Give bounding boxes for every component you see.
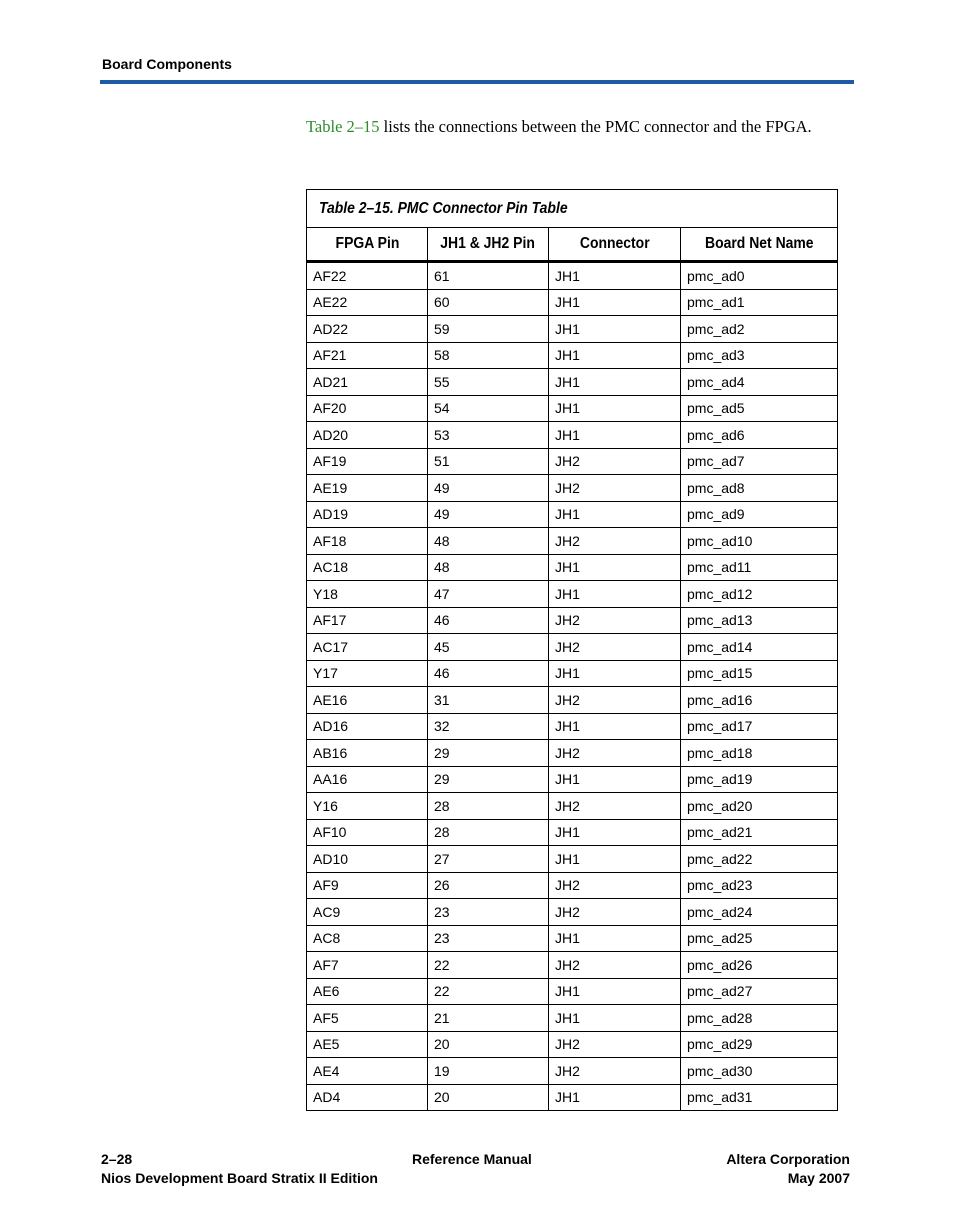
column-header-connector: Connector	[549, 228, 681, 262]
cell-fpga-pin: AF19	[307, 448, 428, 475]
cell-jh-pin: 49	[428, 501, 549, 528]
cell-jh-pin: 45	[428, 634, 549, 661]
table-row	[307, 1058, 838, 1085]
cell-jh-pin: 59	[428, 316, 549, 343]
cell-connector: JH2	[549, 899, 681, 926]
table-row	[307, 475, 838, 502]
table-row	[307, 395, 838, 422]
cell-board-net-name: pmc_ad26	[681, 952, 838, 979]
cell-jh-pin: 19	[428, 1058, 549, 1085]
cell-jh-pin: 27	[428, 846, 549, 873]
cell-connector: JH2	[549, 1058, 681, 1085]
table-row	[307, 1084, 838, 1111]
cell-connector: JH1	[549, 554, 681, 581]
cell-board-net-name: pmc_ad23	[681, 872, 838, 899]
cell-connector: JH2	[549, 475, 681, 502]
cell-fpga-pin: AE16	[307, 687, 428, 714]
cell-fpga-pin: AF21	[307, 342, 428, 369]
cell-connector: JH2	[549, 872, 681, 899]
pmc-connector-pin-table	[306, 189, 838, 1111]
cell-jh-pin: 58	[428, 342, 549, 369]
cell-jh-pin: 28	[428, 819, 549, 846]
intro-text: lists the connections between the PMC connector and the FPGA.	[379, 117, 812, 136]
cell-connector: JH1	[549, 422, 681, 449]
running-header-title: Board Components	[102, 56, 232, 72]
cell-board-net-name: pmc_ad14	[681, 634, 838, 661]
table-row	[307, 262, 838, 290]
cell-jh-pin: 32	[428, 713, 549, 740]
cell-connector: JH1	[549, 819, 681, 846]
cell-board-net-name: pmc_ad29	[681, 1031, 838, 1058]
cell-fpga-pin: AD20	[307, 422, 428, 449]
table-row	[307, 634, 838, 661]
table-row	[307, 952, 838, 979]
cell-fpga-pin: Y16	[307, 793, 428, 820]
cell-fpga-pin: AD19	[307, 501, 428, 528]
table-row	[307, 899, 838, 926]
cell-board-net-name: pmc_ad18	[681, 740, 838, 767]
cell-jh-pin: 61	[428, 262, 549, 290]
cell-connector: JH1	[549, 369, 681, 396]
table-row	[307, 289, 838, 316]
cell-board-net-name: pmc_ad7	[681, 448, 838, 475]
cell-fpga-pin: AF18	[307, 528, 428, 555]
column-header-jh-pin: JH1 & JH2 Pin	[428, 228, 549, 262]
table-header-row	[307, 228, 838, 262]
cell-connector: JH1	[549, 846, 681, 873]
cell-board-net-name: pmc_ad24	[681, 899, 838, 926]
cell-jh-pin: 22	[428, 978, 549, 1005]
cell-fpga-pin: AA16	[307, 766, 428, 793]
table-row	[307, 872, 838, 899]
table-body	[307, 262, 838, 1111]
table-row	[307, 925, 838, 952]
cell-board-net-name: pmc_ad17	[681, 713, 838, 740]
cell-connector: JH2	[549, 1031, 681, 1058]
cell-fpga-pin: AC17	[307, 634, 428, 661]
cell-connector: JH1	[549, 713, 681, 740]
cell-connector: JH1	[549, 1005, 681, 1032]
table-row	[307, 607, 838, 634]
cell-fpga-pin: AF5	[307, 1005, 428, 1032]
table-row	[307, 713, 838, 740]
cell-board-net-name: pmc_ad19	[681, 766, 838, 793]
cell-jh-pin: 49	[428, 475, 549, 502]
cell-board-net-name: pmc_ad0	[681, 262, 838, 290]
table-caption-text: Table 2–15. PMC Connector Pin Table	[319, 199, 568, 217]
cell-board-net-name: pmc_ad11	[681, 554, 838, 581]
cell-fpga-pin: AE19	[307, 475, 428, 502]
cell-connector: JH2	[549, 634, 681, 661]
cell-fpga-pin: Y17	[307, 660, 428, 687]
cell-board-net-name: pmc_ad8	[681, 475, 838, 502]
cell-fpga-pin: AD4	[307, 1084, 428, 1111]
table-row	[307, 819, 838, 846]
cell-jh-pin: 53	[428, 422, 549, 449]
cell-jh-pin: 60	[428, 289, 549, 316]
cell-jh-pin: 23	[428, 925, 549, 952]
cell-jh-pin: 55	[428, 369, 549, 396]
cell-jh-pin: 48	[428, 528, 549, 555]
cell-jh-pin: 51	[428, 448, 549, 475]
cell-board-net-name: pmc_ad28	[681, 1005, 838, 1032]
cell-connector: JH2	[549, 528, 681, 555]
cell-board-net-name: pmc_ad25	[681, 925, 838, 952]
cell-connector: JH2	[549, 448, 681, 475]
cell-board-net-name: pmc_ad3	[681, 342, 838, 369]
footer-company: Altera Corporation	[726, 1151, 850, 1167]
cell-board-net-name: pmc_ad2	[681, 316, 838, 343]
column-header-board-net-name: Board Net Name	[681, 228, 838, 262]
table-row	[307, 766, 838, 793]
footer-date: May 2007	[787, 1170, 850, 1186]
cell-fpga-pin: AF22	[307, 262, 428, 290]
cell-jh-pin: 54	[428, 395, 549, 422]
cell-board-net-name: pmc_ad5	[681, 395, 838, 422]
cell-board-net-name: pmc_ad31	[681, 1084, 838, 1111]
cell-fpga-pin: AE22	[307, 289, 428, 316]
cell-jh-pin: 26	[428, 872, 549, 899]
cell-fpga-pin: AD10	[307, 846, 428, 873]
cell-board-net-name: pmc_ad15	[681, 660, 838, 687]
cell-fpga-pin: AF20	[307, 395, 428, 422]
cell-connector: JH1	[549, 316, 681, 343]
intro-paragraph	[306, 116, 836, 138]
table-row	[307, 316, 838, 343]
cell-connector: JH1	[549, 978, 681, 1005]
cell-fpga-pin: AF10	[307, 819, 428, 846]
footer-book-title: Nios Development Board Stratix II Edition	[101, 1170, 378, 1186]
table-row	[307, 846, 838, 873]
cell-board-net-name: pmc_ad12	[681, 581, 838, 608]
table-row	[307, 660, 838, 687]
table-row	[307, 1005, 838, 1032]
cell-connector: JH2	[549, 793, 681, 820]
cell-connector: JH1	[549, 262, 681, 290]
cell-jh-pin: 29	[428, 740, 549, 767]
cell-fpga-pin: AC18	[307, 554, 428, 581]
table-caption	[307, 190, 838, 228]
cell-connector: JH1	[549, 925, 681, 952]
cell-board-net-name: pmc_ad13	[681, 607, 838, 634]
cell-fpga-pin: AD22	[307, 316, 428, 343]
cell-jh-pin: 20	[428, 1031, 549, 1058]
cell-jh-pin: 46	[428, 660, 549, 687]
cell-connector: JH1	[549, 660, 681, 687]
cell-board-net-name: pmc_ad20	[681, 793, 838, 820]
table-row	[307, 448, 838, 475]
table-cross-reference-link[interactable]: Table 2–15	[306, 117, 380, 136]
cell-board-net-name: pmc_ad30	[681, 1058, 838, 1085]
cell-fpga-pin: AF17	[307, 607, 428, 634]
table-row	[307, 978, 838, 1005]
cell-jh-pin: 48	[428, 554, 549, 581]
cell-fpga-pin: AF7	[307, 952, 428, 979]
cell-connector: JH1	[549, 766, 681, 793]
cell-connector: JH2	[549, 952, 681, 979]
cell-board-net-name: pmc_ad16	[681, 687, 838, 714]
cell-connector: JH1	[549, 395, 681, 422]
cell-jh-pin: 29	[428, 766, 549, 793]
cell-board-net-name: pmc_ad22	[681, 846, 838, 873]
footer-doc-type: Reference Manual	[412, 1151, 532, 1167]
cell-fpga-pin: Y18	[307, 581, 428, 608]
cell-connector: JH1	[549, 581, 681, 608]
cell-connector: JH1	[549, 1084, 681, 1111]
table-row	[307, 501, 838, 528]
cell-jh-pin: 23	[428, 899, 549, 926]
table-row	[307, 528, 838, 555]
cell-board-net-name: pmc_ad10	[681, 528, 838, 555]
cell-fpga-pin: AB16	[307, 740, 428, 767]
table-row	[307, 687, 838, 714]
cell-connector: JH2	[549, 687, 681, 714]
cell-jh-pin: 22	[428, 952, 549, 979]
cell-connector: JH1	[549, 501, 681, 528]
table-row	[307, 554, 838, 581]
cell-fpga-pin: AC8	[307, 925, 428, 952]
cell-fpga-pin: AD21	[307, 369, 428, 396]
header-rule	[100, 80, 854, 84]
table-row	[307, 369, 838, 396]
cell-fpga-pin: AD16	[307, 713, 428, 740]
cell-jh-pin: 21	[428, 1005, 549, 1032]
cell-board-net-name: pmc_ad4	[681, 369, 838, 396]
cell-connector: JH1	[549, 289, 681, 316]
cell-fpga-pin: AC9	[307, 899, 428, 926]
cell-jh-pin: 20	[428, 1084, 549, 1111]
cell-board-net-name: pmc_ad21	[681, 819, 838, 846]
cell-board-net-name: pmc_ad1	[681, 289, 838, 316]
cell-connector: JH2	[549, 740, 681, 767]
cell-jh-pin: 47	[428, 581, 549, 608]
table-row	[307, 342, 838, 369]
table-row	[307, 422, 838, 449]
footer-page-number: 2–28	[101, 1151, 133, 1167]
table-row	[307, 1031, 838, 1058]
cell-fpga-pin: AF9	[307, 872, 428, 899]
table-row	[307, 740, 838, 767]
cell-connector: JH2	[549, 607, 681, 634]
cell-jh-pin: 46	[428, 607, 549, 634]
table-row	[307, 793, 838, 820]
cell-connector: JH1	[549, 342, 681, 369]
cell-jh-pin: 31	[428, 687, 549, 714]
cell-fpga-pin: AE6	[307, 978, 428, 1005]
cell-jh-pin: 28	[428, 793, 549, 820]
column-header-fpga-pin: FPGA Pin	[307, 228, 428, 262]
table-row	[307, 581, 838, 608]
cell-board-net-name: pmc_ad9	[681, 501, 838, 528]
cell-board-net-name: pmc_ad6	[681, 422, 838, 449]
cell-fpga-pin: AE4	[307, 1058, 428, 1085]
cell-board-net-name: pmc_ad27	[681, 978, 838, 1005]
cell-fpga-pin: AE5	[307, 1031, 428, 1058]
